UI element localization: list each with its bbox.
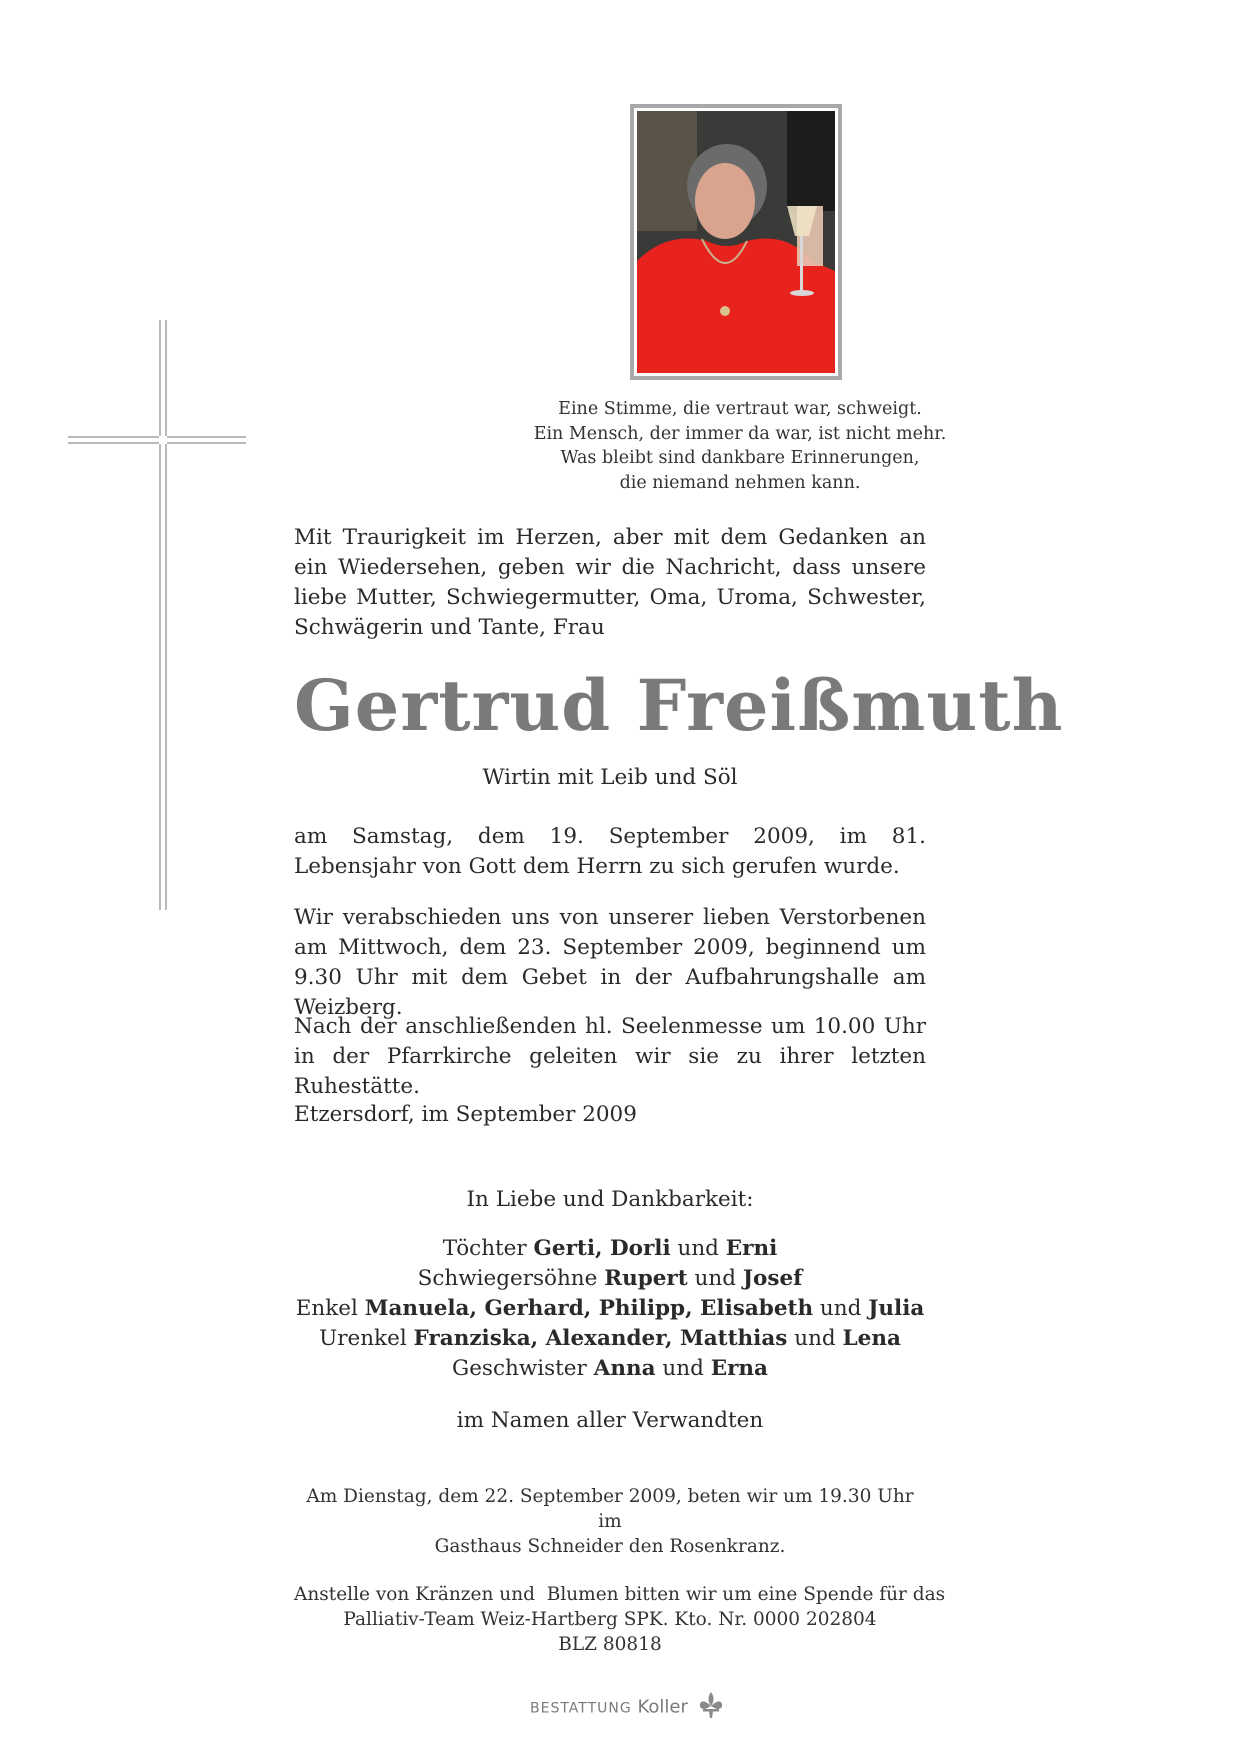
family-conjunction: und (662, 1356, 704, 1381)
intro-paragraph: Mit Traurigkeit im Herzen, aber mit dem Gedanken an ein Wiedersehen, geben wir die Nachricht, dass unsere liebe Mutter, Schwiegermutter, Oma, Uroma, Schwester, Schwägerin und Tante, Frau (294, 525, 926, 640)
death-notice-paragraph: am Samstag, dem 19. September 2009, im 81. Lebensjahr von Gott dem Herrn zu sich gerufen wurde. (294, 824, 926, 879)
rosary-line: Am Dienstag, dem 22. September 2009, beten wir um 19.30 Uhr im (306, 1486, 914, 1532)
family-label: Geschwister (452, 1356, 587, 1381)
verse-line: Was bleibt sind dankbare Erinnerungen, (560, 448, 920, 468)
love-line: In Liebe und Dankbarkeit: (466, 1187, 754, 1212)
family-names: Erna (710, 1356, 768, 1381)
family-conjunction: und (794, 1326, 836, 1351)
family-conjunction: und (819, 1296, 862, 1321)
cross-vertical-bar (159, 320, 167, 910)
family-list (294, 1234, 926, 1384)
portrait-frame (630, 104, 842, 380)
family-names: Gerti, Dorli (533, 1236, 671, 1261)
family-label: Urenkel (319, 1326, 407, 1351)
family-conjunction: und (694, 1266, 737, 1291)
family-names: Julia (868, 1296, 925, 1321)
place-date: Etzersdorf, im September 2009 (294, 1102, 637, 1127)
family-names: Anna (593, 1356, 656, 1381)
donation-line: Palliativ-Team Weiz-Hartberg SPK. Kto. Nr. 0000 202804 (343, 1609, 877, 1630)
cross-horizontal-bar (68, 436, 246, 444)
family-great-grandchildren (294, 1324, 926, 1354)
verse-line: die niemand nehmen kann. (619, 472, 861, 493)
family-label: Schwiegersöhne (417, 1266, 598, 1291)
verse-line: Ein Mensch, der immer da war, ist nicht mehr. (533, 423, 947, 444)
deceased-subtitle: Wirtin mit Leib und Söl (482, 765, 738, 790)
family-sons-in-law (294, 1264, 926, 1294)
family-daughters (294, 1234, 926, 1264)
family-conjunction: und (677, 1236, 719, 1261)
rosary-line: Gasthaus Schneider den Rosenkranz. (434, 1536, 786, 1557)
mass-paragraph: Nach der anschließenden hl. Seelenmesse um 10.00 Uhr in der Pfarrkirche geleiten wir sie zu ihrer letzten Ruhestätte. (294, 1014, 926, 1099)
donation-notice (294, 1582, 946, 1657)
deceased-name: Gertrud Freißmuth (294, 664, 1064, 747)
family-siblings (294, 1354, 926, 1384)
logo-word-koller: Koller (637, 1696, 688, 1718)
portrait-photo (637, 111, 835, 373)
farewell-paragraph: Wir verabschieden uns von unserer lieben Verstorbenen am Mittwoch, dem 23. September 2009, beginnend um 9.30 Uhr mit dem Gebet in der Aufbahrungshalle am Weizberg. (294, 905, 926, 1020)
family-names: Rupert (604, 1266, 688, 1291)
family-grandchildren (294, 1294, 926, 1324)
family-names: Manuela, Gerhard, Philipp, Elisabeth (364, 1296, 814, 1321)
logo-word-bestattung: BESTATTUNG (530, 1700, 632, 1717)
family-names: Franziska, Alexander, Matthias (413, 1326, 788, 1351)
family-label: Enkel (295, 1296, 358, 1321)
funeral-home-logo (530, 1690, 724, 1725)
family-label: Töchter (442, 1236, 527, 1261)
fleur-de-lis-icon (698, 1690, 724, 1725)
family-names: Lena (842, 1326, 901, 1351)
all-relatives-line: im Namen aller Verwandten (456, 1408, 764, 1433)
rosary-notice (294, 1484, 926, 1559)
family-names: Josef (742, 1266, 803, 1291)
donation-line: Anstelle von Kränzen und Blumen bitten wir um eine Spende für das (294, 1584, 946, 1605)
verse-line: Eine Stimme, die vertraut war, schweigt. (558, 399, 922, 419)
memorial-verse (520, 397, 960, 495)
donation-line: BLZ 80818 (558, 1634, 662, 1655)
family-names: Erni (725, 1236, 778, 1261)
